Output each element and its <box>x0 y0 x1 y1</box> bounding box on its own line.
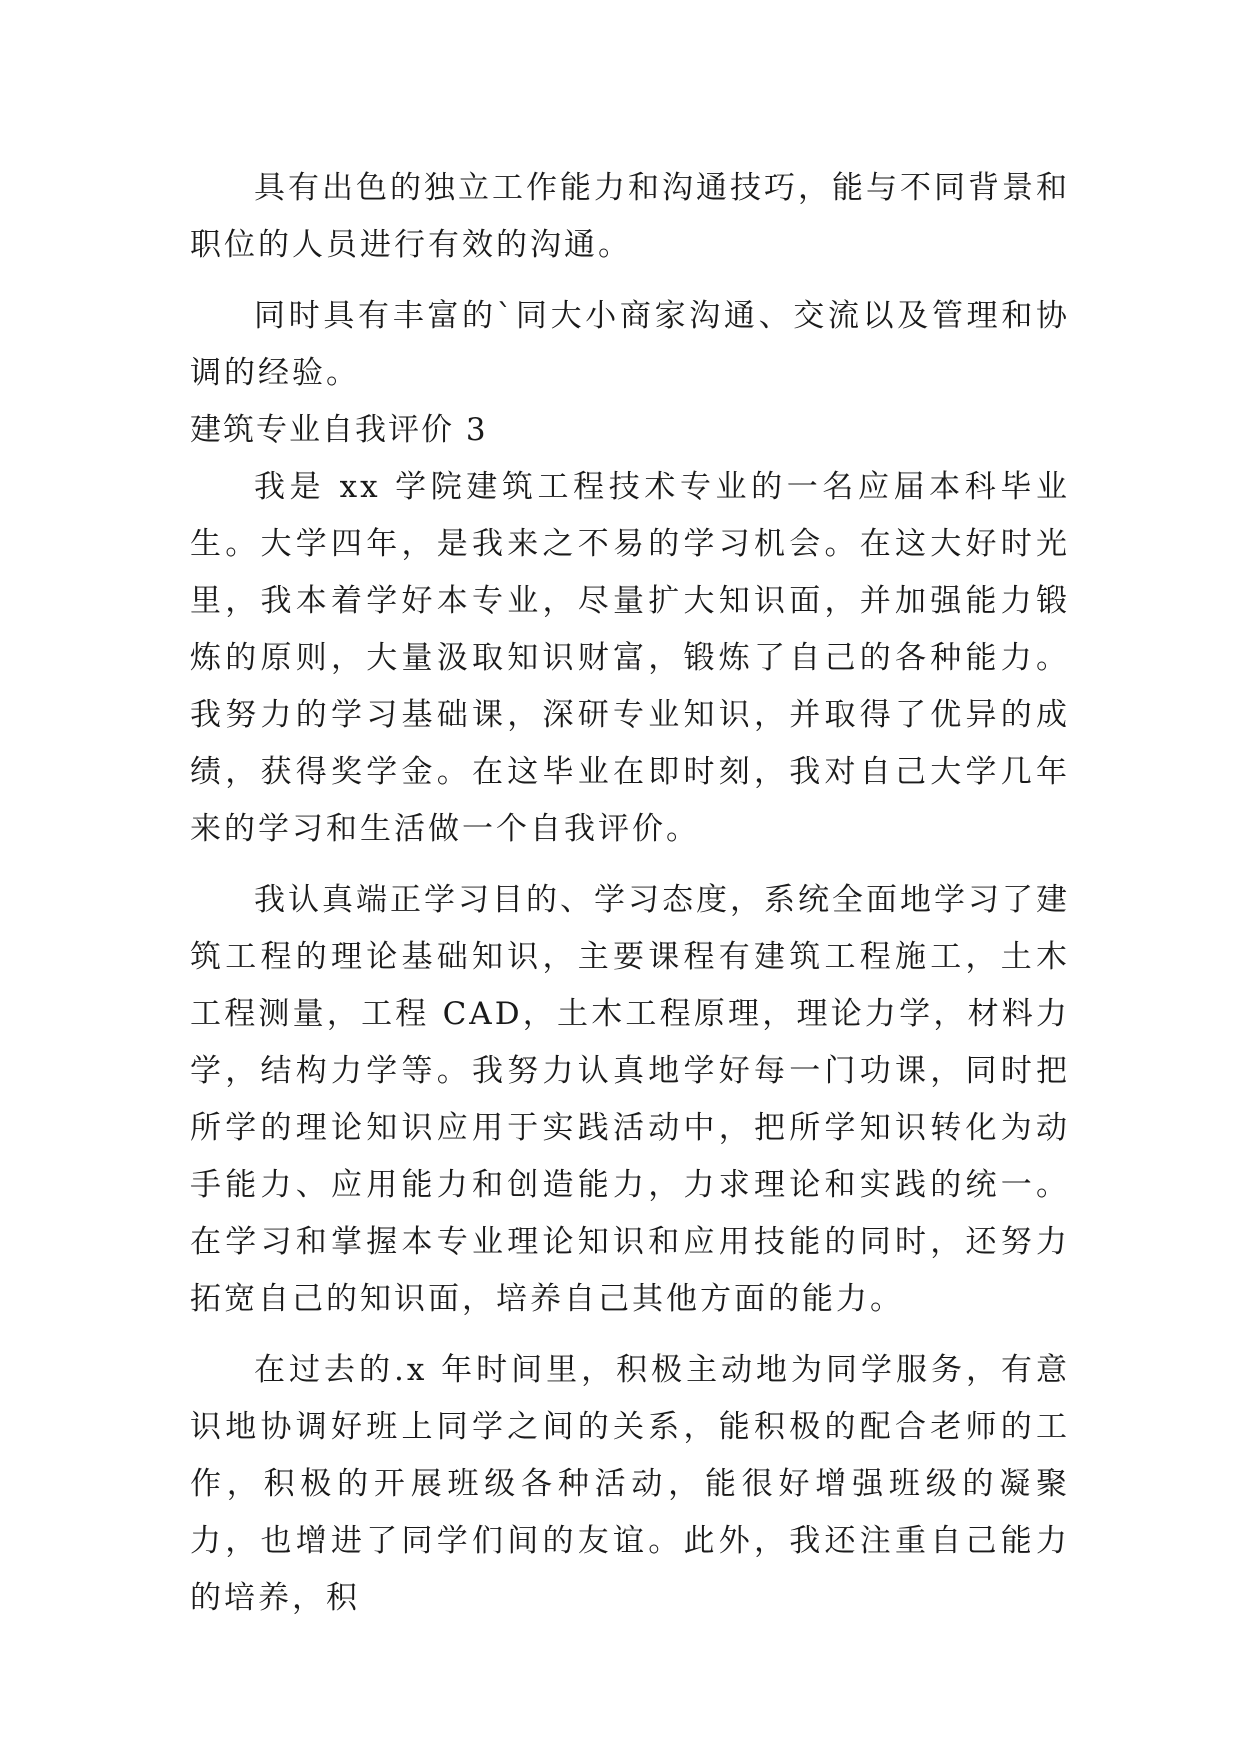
paragraph-independent-work: 具有出色的独立工作能力和沟通技巧，能与不同背景和职位的人员进行有效的沟通。 <box>190 170 1070 263</box>
paragraph-study: 我认真端正学习目的、学习态度，系统全面地学习了建筑工程的理论基础知识，主要课程有建筑工程施工，土木工程测量，工程 CAD，土木工程原理，理论力学，材料力学，结构力学等。我努力认真地学好每一门功课，同时把所学的理论知识应用于实践活动中，把所学知识转化为动手能力、应用能力和创造能力，力求理论和实践的统一。在学习和掌握本专业理论知识和应用技能的同时，还努力拓宽自己的知识面，培养自己其他方面的能力。 <box>190 882 1070 1317</box>
paragraph-introduction: 我是 xx 学院建筑工程技术专业的一名应届本科毕业生。大学四年，是我来之不易的学习机会。在这大好时光里，我本着学好本专业，尽量扩大知识面，并加强能力锻炼的原则，大量汲取知识财富，锻炼了自己的各种能力。我努力的学习基础课，深研专业知识，并取得了优异的成绩，获得奖学金。在这毕业在即时刻，我对自己大学几年来的学习和生活做一个自我评价。 <box>190 469 1070 847</box>
document-page <box>190 160 1070 1627</box>
section-title: 建筑专业自我评价 3 <box>190 412 488 448</box>
paragraph-merchant-experience: 同时具有丰富的`同大小商家沟通、交流以及管理和协调的经验。 <box>190 298 1070 391</box>
paragraph-class-service: 在过去的.x 年时间里，积极主动地为同学服务，有意识地协调好班上同学之间的关系，能积极的配合老师的工作，积极的开展班级各种活动，能很好增强班级的凝聚力，也增进了同学们间的友谊。此外，我还注重自己能力的培养，积 <box>190 1352 1070 1616</box>
